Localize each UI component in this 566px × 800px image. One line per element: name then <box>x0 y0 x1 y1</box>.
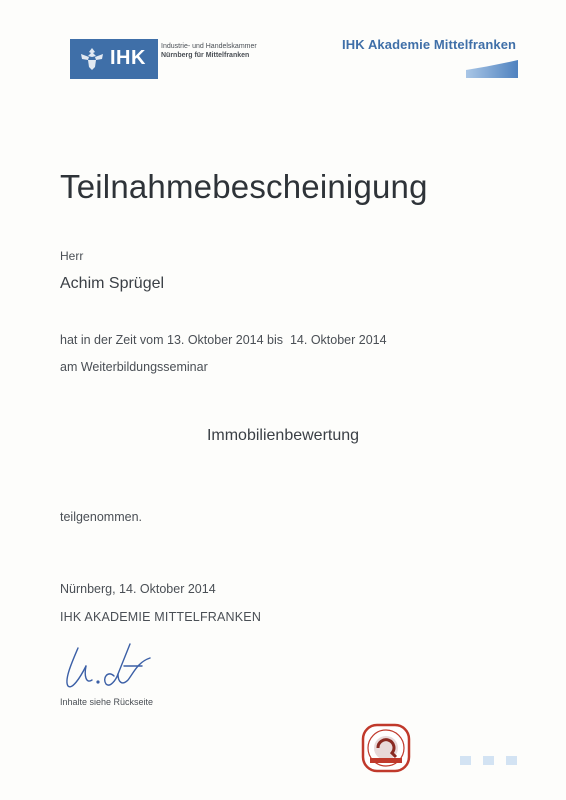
chamber-line-1: Industrie- und Handelskammer <box>161 43 257 50</box>
akademie-name: Akademie Mittelfranken <box>367 37 517 52</box>
participation-statement: teilgenommen. <box>60 510 142 524</box>
signature <box>58 636 168 696</box>
chamber-name <box>161 42 257 60</box>
decorative-squares <box>460 756 517 765</box>
decor-square <box>460 756 471 765</box>
akademie-logo-text <box>342 37 516 52</box>
ihk-logo <box>70 39 158 79</box>
certqua-seal-icon <box>360 722 412 774</box>
seminar-intro: am Weiterbildungsseminar <box>60 360 208 374</box>
page-title: Teilnahmebescheinigung <box>60 168 428 205</box>
issuer-name: IHK AKADEMIE MITTELFRANKEN <box>60 610 262 624</box>
decor-square <box>506 756 517 765</box>
akademie-logo-bar <box>466 60 518 78</box>
chamber-line-2: Nürnberg für Mittelfranken <box>161 52 250 59</box>
attendance-period: hat in der Zeit vom 13. Oktober 2014 bis 14. Oktober 2014 <box>60 333 387 347</box>
akademie-ihk: IHK <box>342 37 365 52</box>
place-and-date: Nürnberg, 14. Oktober 2014 <box>60 582 216 596</box>
seminar-title: Immobilienbewertung <box>206 427 360 444</box>
decor-square <box>483 756 494 765</box>
salutation: Herr <box>60 249 84 263</box>
participant-name: Achim Sprügel <box>60 275 165 292</box>
ihk-mark: IHK <box>110 47 146 69</box>
eagle-icon <box>78 45 106 73</box>
backside-note: Inhalte siehe Rückseite <box>60 697 154 707</box>
